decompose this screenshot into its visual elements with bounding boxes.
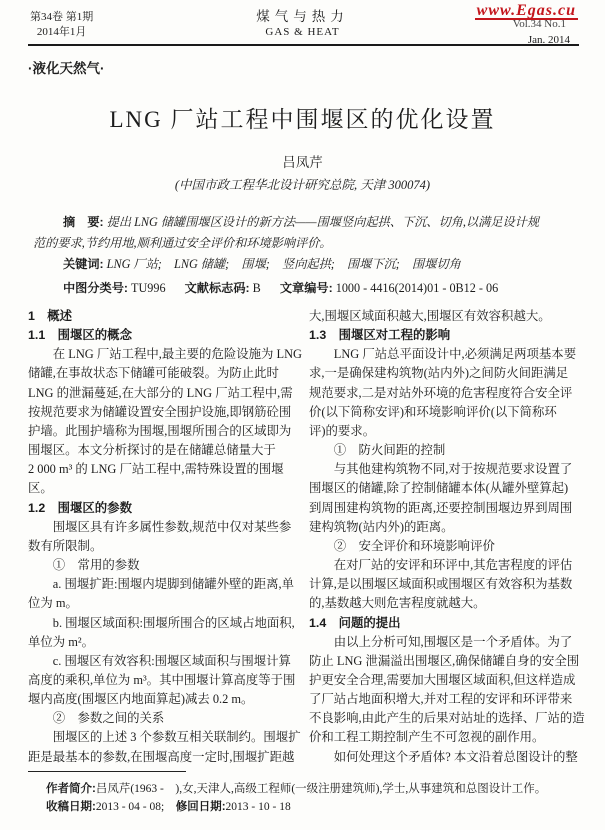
abstract-line-1 [33, 212, 578, 233]
text-line: 区。 [28, 481, 53, 496]
heading-line: 1.4 问题的提出 [309, 615, 401, 630]
article-title: LNG 厂站工程中围堰区的优化设置 [109, 107, 496, 132]
right-column [309, 307, 585, 767]
text-line: 价和工程工期控制产生不可忽视的副作用。 [309, 730, 545, 745]
text-line: 按规范要求为储罐设置安全围护设施,即钢筋砼围 [28, 404, 292, 419]
text-line: 求,一是确保建构筑物(站内外)之间防火间距满足 [309, 366, 569, 381]
text-line: ② 安全评价和环境影响评价 [309, 538, 495, 553]
abstract-text-1: 提出 LNG 储罐围堰区设计的新方法——围堰竖向起拱、下沉、切角,以满足设计规 [106, 215, 540, 229]
author-bio-text: 吕凤芹(1963 - ),女,天津人,高级工程师(一级注册建筑师),学士,从事建筑和总图设计工作。 [95, 783, 547, 795]
text-line: 防止 LNG 泄漏溢出围堰区,确保储罐自身的安全围 [309, 653, 580, 668]
section-label: ·液化天然气· [28, 61, 105, 76]
text-line: 护墙。此围护墙称为围堰,围堰所围合的区域即为 [28, 423, 292, 438]
footer-block [46, 780, 585, 816]
author-bio-line [46, 780, 585, 798]
text-line: a. 围堰扩距:围堰内堤脚到储罐外壁的距离,单 [28, 577, 295, 592]
text-line: 建构筑物(站内外)的距离。 [309, 519, 454, 534]
meta-line [33, 279, 578, 296]
text-line: 围堰区。本文分析探讨的是在储罐总储量大于 [28, 443, 276, 458]
keywords-label: 关键词: [63, 257, 104, 271]
received-value: 2013 - 04 - 08; [95, 801, 176, 813]
keywords-value: LNG 厂站; LNG 储罐; 围堰; 竖向起拱; 围堰下沉; 围堰切角 [106, 257, 461, 271]
text-line: ② 参数之间的关系 [28, 711, 165, 726]
date-en-line: Jan. 2014 [527, 34, 570, 46]
text-line: LNG 的泄漏蔓延,在大部分的 LNG 厂站工程中,需 [28, 385, 293, 400]
text-line: 规范要求,二是对站外环境的危害程度符合安全评 [309, 385, 573, 400]
text-line: 储罐,在事故状态下储罐可能破裂。为防止此时 [28, 366, 279, 381]
doc-code-value: B [252, 281, 261, 295]
left-column [28, 307, 300, 767]
heading-line: 1 概述 [28, 309, 73, 323]
article-id-label: 文章编号: [279, 281, 333, 295]
received-label: 收稿日期: [46, 801, 96, 813]
article-id-group [280, 281, 498, 295]
revised-value: 2013 - 10 - 18 [225, 801, 291, 813]
watermark-text: www.Egas.cu [476, 2, 576, 19]
text-line: 堰内高度(围堰区内地面算起)减去 0.2 m。 [28, 692, 254, 707]
text-line: 到周围建构筑物的距离,还要控制围堰边界到周围 [309, 500, 573, 515]
journal-title-en: GAS & HEAT [265, 26, 340, 38]
text-line: 评)的要求。 [309, 423, 376, 438]
author-name: 吕凤芹 [282, 155, 323, 170]
abstract-block [33, 212, 578, 254]
clc-value: TU996 [131, 281, 166, 295]
journal-title-cn: 煤气与热力 [256, 9, 349, 24]
volume-en-line: Vol.34 No.1 [512, 18, 566, 30]
text-line: 在 LNG 厂站工程中,最主要的危险设施为 LNG [28, 347, 302, 362]
affiliation: (中国市政工程华北设计研究总院, 天津 300074) [174, 178, 431, 192]
text-line: 围堰区的上述 3 个参数互相关联制约。围堰扩 [28, 730, 301, 745]
clc-group [63, 281, 166, 295]
issue-date-line: 2014年1月 [36, 26, 87, 38]
header-rule [28, 44, 579, 46]
text-line: 高度的乘积,单位为 m³。其中围堰计算高度等于围 [28, 672, 296, 687]
heading-line: 1.1 围堰区的概念 [28, 328, 132, 343]
text-line: 由以上分析可知,围堰区是一个矛盾体。为了 [309, 634, 573, 649]
text-line: ① 常用的参数 [28, 558, 140, 573]
text-line: 位为 m。 [28, 596, 78, 611]
abstract-line-2: 范的要求,节约用地,顺利通过安全评价和环境影响评价。 [33, 236, 332, 250]
text-line: 计算,是以围堰区域面积或围堰区有效容积为基数 [309, 577, 573, 592]
text-line: 单位为 m²。 [28, 634, 95, 649]
text-line: 与其他建构筑物不同,对于按规范要求设置了 [309, 462, 573, 477]
text-line: c. 围堰区有效容积:围堰区域面积与围堰计算 [28, 653, 291, 668]
text-line: 的,基数越大则危害程度就越大。 [309, 596, 486, 611]
abstract-label: 摘 要: [63, 215, 104, 229]
doc-code-group [185, 281, 261, 295]
heading-line: 1.2 围堰区的参数 [28, 500, 132, 515]
text-line: 2 000 m³ 的 LNG 厂站工程中,需特殊设置的围堰 [28, 462, 284, 477]
text-line: 围堰区具有许多属性参数,规范中仅对某些参 [28, 519, 292, 534]
revised-label: 修回日期: [175, 801, 226, 813]
text-line: 在对厂站的安评和环评中,其危害程度的评估 [309, 558, 573, 573]
heading-line: 1.3 围堰区对工程的影响 [309, 328, 451, 343]
dates-line [46, 798, 585, 816]
text-line: 不良影响,由此产生的后果对站址的选择、厂站的造 [309, 711, 585, 726]
doc-code-label: 文献标志码: [184, 281, 250, 295]
text-line: 护更安全合理,需要加大围堰区域面积,但这样造成 [309, 672, 576, 687]
text-line: 距是最基本的参数,在围堰高度一定时,围堰扩距越 [28, 749, 295, 764]
text-line: 围堰区的储罐,除了控制储罐本体(从罐外壁算起) [309, 481, 569, 496]
text-line: 如何处理这个矛盾体? 本文沿着总图设计的整 [309, 749, 578, 764]
text-line: 价(以下简称安评)和环境影响评价(以下简称环 [309, 404, 557, 419]
clc-label: 中图分类号: [63, 281, 128, 295]
footer-rule [28, 771, 186, 772]
text-line: ① 防火间距的控制 [309, 443, 446, 458]
text-line: LNG 厂站总平面设计中,必须满足两项基本要 [309, 347, 577, 362]
author-bio-label: 作者简介: [46, 783, 96, 795]
text-line: 大,围堰区域面积越大,围堰区有效容积越大。 [309, 309, 551, 323]
text-line: 数有所限制。 [28, 538, 103, 553]
volume-line: 第34卷 第1期 [30, 11, 94, 23]
text-line: 了厂站占地面积增大,并对工程的安评和环评带来 [309, 692, 573, 707]
text-line: b. 围堰区域面积:围堰所围合的区域占地面积, [28, 615, 295, 630]
article-id-value: 1000 - 4416(2014)01 - 0B12 - 06 [335, 281, 499, 295]
keywords-line [33, 255, 578, 272]
